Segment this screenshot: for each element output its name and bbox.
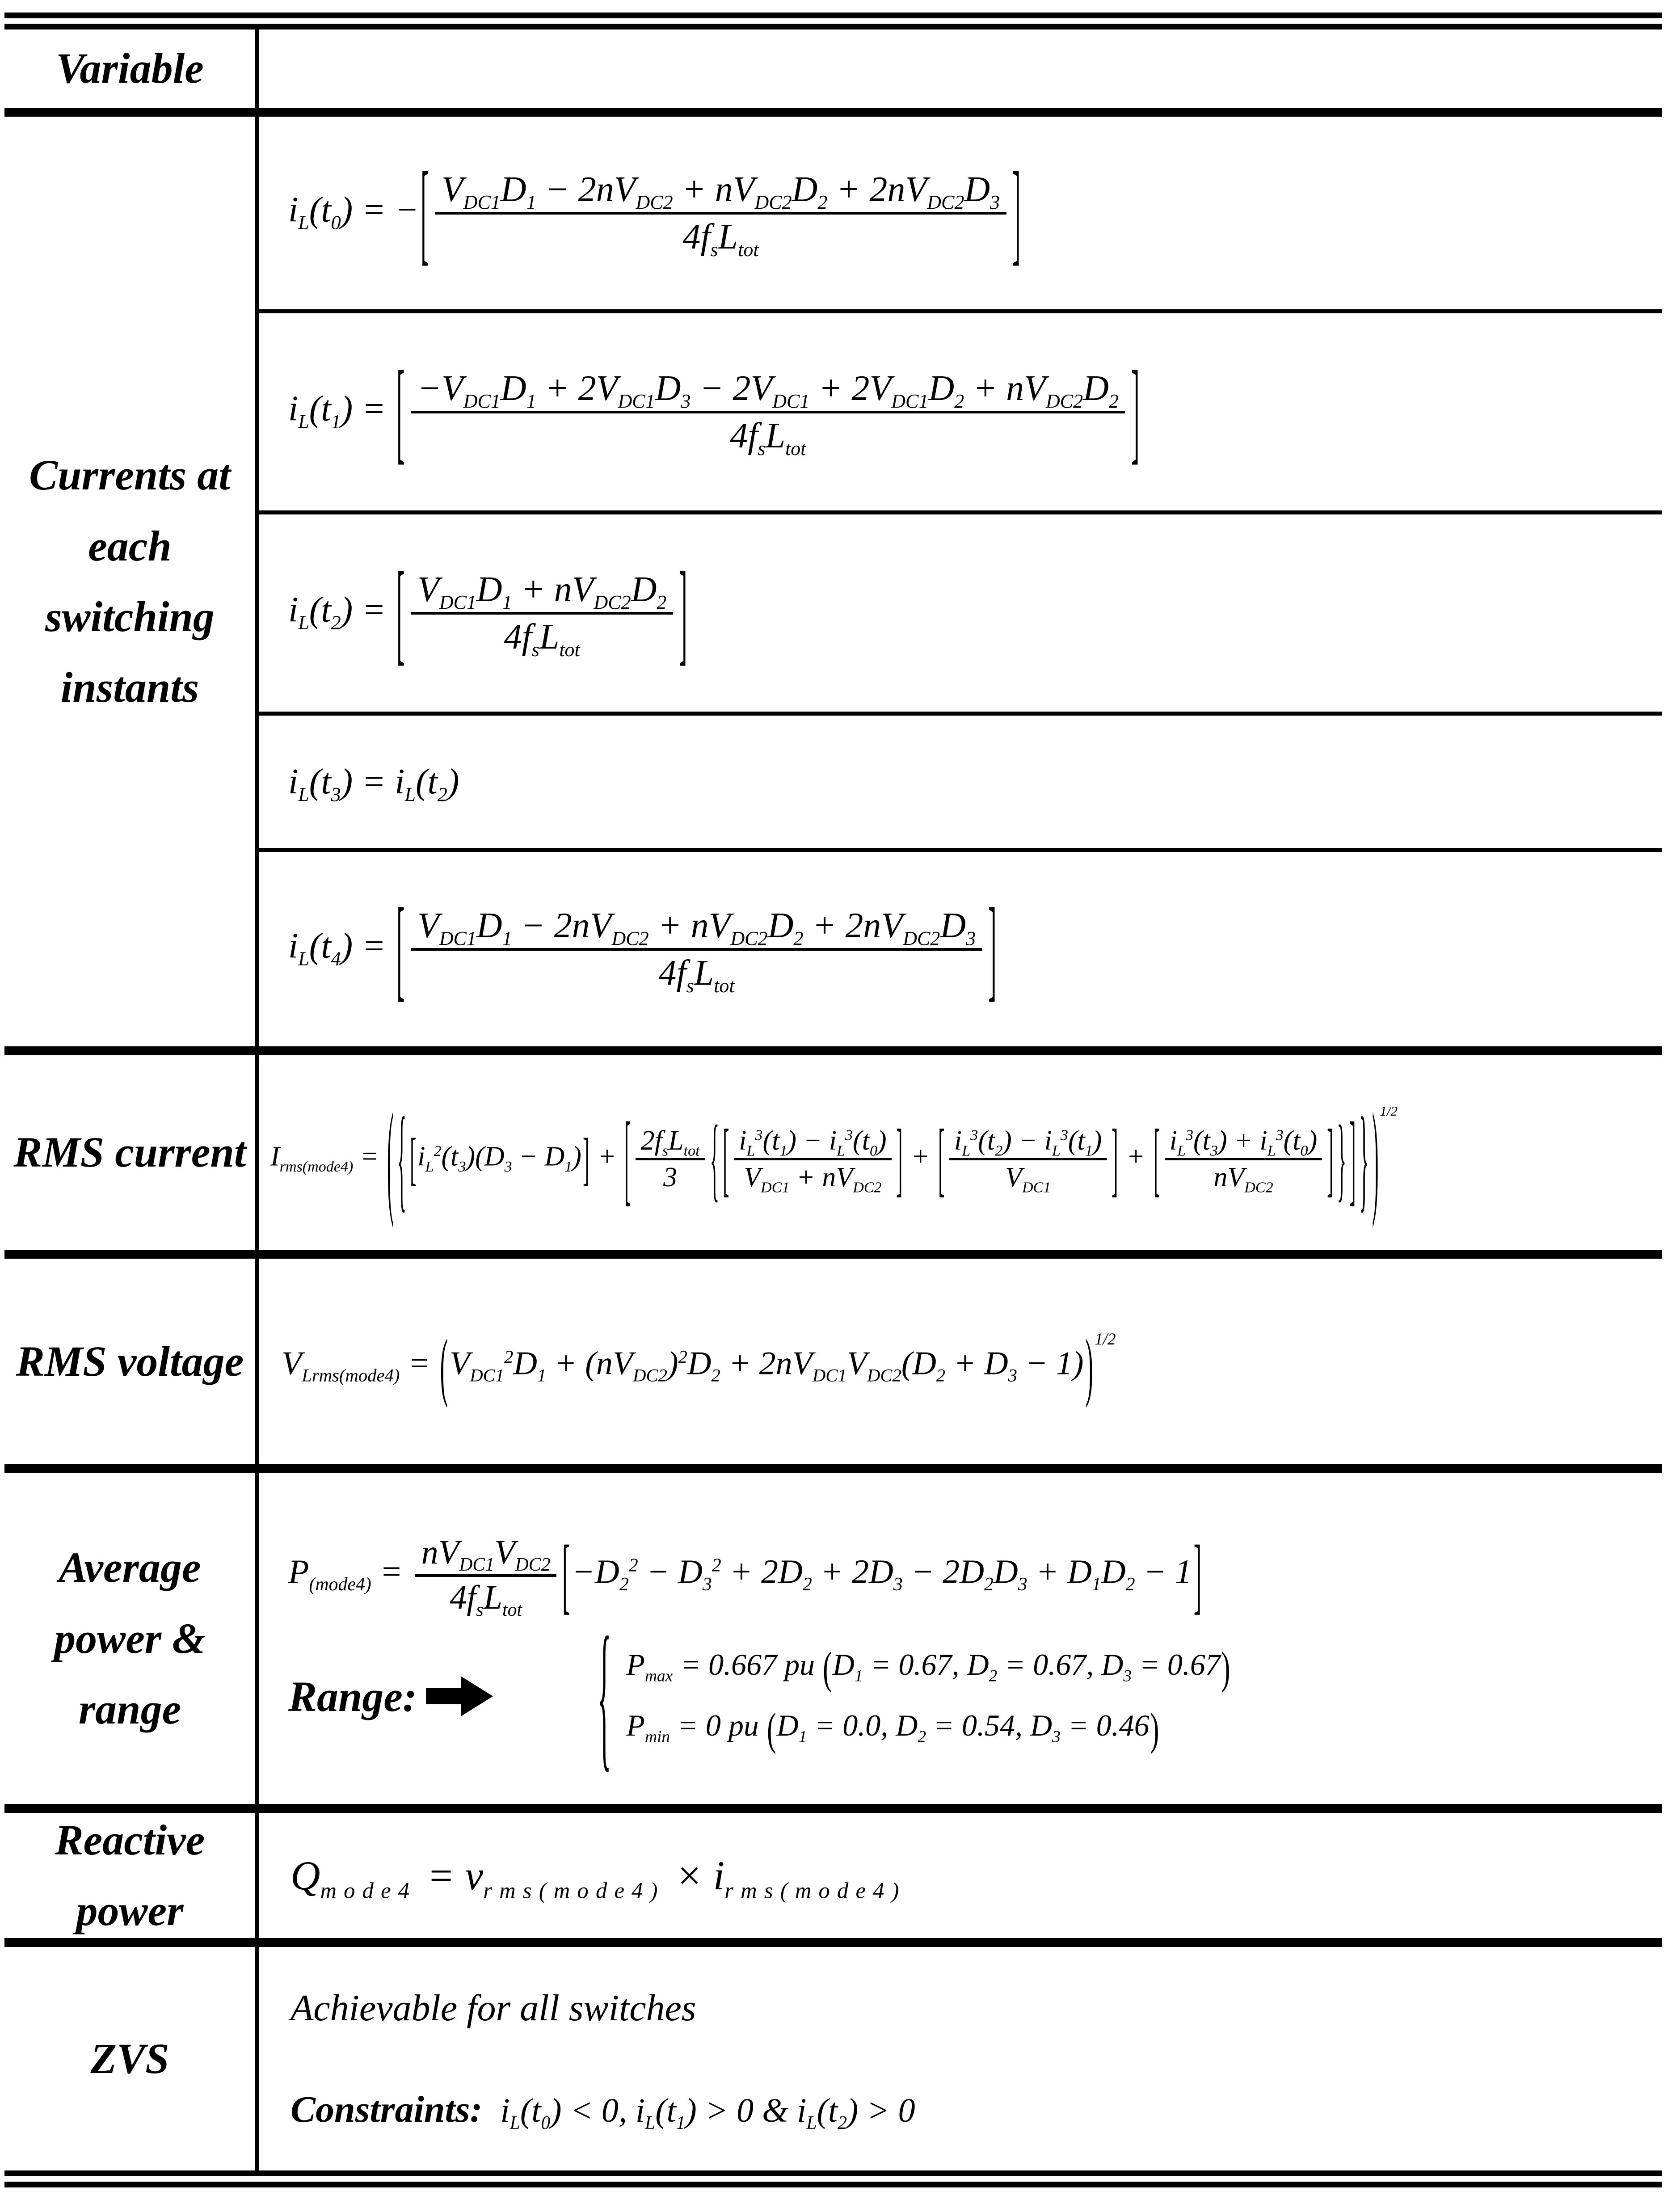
equation-row-il-t1 <box>259 313 1662 514</box>
equation-row-il-t3 <box>259 716 1662 852</box>
range-brace: { <box>597 1606 611 1787</box>
row-label-currents: Currents at each switching instants <box>4 117 259 1046</box>
avg-power-row <box>4 1473 1662 1813</box>
currents-equations-cell <box>259 117 1662 1046</box>
equation-row-il-t2 <box>259 514 1662 716</box>
equation-row-il-t0 <box>259 117 1662 313</box>
equation-rms-voltage: $V_{Lrms(mode4)} = (V_{DC1}^2D_1 + (nV_{DC2})^2D_2 + 2nV_{DC1}V_{DC2}(D_2 + D_3 - 1))^{1/2}$ <box>282 1324 1116 1409</box>
range-items <box>626 1642 1230 1754</box>
header-empty-cell <box>259 29 1662 108</box>
equation-rms-current: $I_{rms(mode4)}$ = ( { $[i_L^2(t_3)(D_3 - D_1)]$ + [ $2f_sL_{tot}$ 3 { [ $i_L^3(t_1) - i_L^3(t_0)$ $V_{DC1} + nV_{DC2}$ ] + [ $i_L^3(t_2) - i_L^3(t_1)$ $V_{DC1}$ ] + [ $i_L^3(t_3) + i_L^3(t_0)$ $nV_{DC2}$ ] } ] } )$^{1/2}$ <box>270 1089 1398 1230</box>
reactive-power-cell <box>259 1813 1662 1938</box>
reactive-power-row <box>4 1813 1662 1947</box>
equation-il-t3: $i_L(t_3) = i_L(t_2)$ <box>288 762 459 805</box>
equation-il-t1: $i_L(t_1)$ = [ $-V_{DC1}D_1 + 2V_{DC1}D_3 - 2V_{DC1} + 2V_{DC1}D_2 + nV_{DC2}D_2$ $4f_sL_{tot}$ ] <box>288 349 1140 475</box>
equation-p-min: $P_{min} = 0$ pu ($D_1 = 0.0$, $D_2 = 0.54$, $D_3 = 0.46$) <box>626 1703 1159 1754</box>
zvs-constraints-label: Constraints: <box>291 2089 483 2130</box>
header-variable-label: Variable <box>4 29 259 108</box>
row-label-rms-current: RMS current <box>4 1055 259 1250</box>
zvs-constraints-line <box>291 2088 1662 2134</box>
equation-p-max: $P_{max} = 0.667$ pu ($D_1 = 0.67$, $D_2 = 0.67$, $D_3 = 0.67$) <box>626 1642 1230 1694</box>
rms-voltage-row <box>4 1259 1662 1473</box>
row-label-reactive-power: Reactive power <box>4 1813 259 1938</box>
equation-il-t4: $i_L(t_4)$ = [ $V_{DC1}D_1 - 2nV_{DC2} + nV_{DC2}D_2 + 2nV_{DC2}D_3$ $4f_sL_{tot}$ ] <box>288 886 997 1012</box>
equation-reactive-power: $Q_{mode4} = v_{rms(mode4)} \times i_{rms(mode4)}$ <box>291 1852 906 1903</box>
range-label: Range: <box>288 1672 417 1720</box>
equation-il-t0: $i_L(t_0)$ = −[ $V_{DC1}D_1 - 2nV_{DC2} + nV_{DC2}D_2 + 2nV_{DC2}D_3$ $4f_sL_{tot}$ ] <box>288 150 1021 276</box>
rms-current-cell <box>259 1055 1662 1250</box>
range-line <box>288 1606 1662 1787</box>
avg-power-cell <box>259 1473 1662 1804</box>
mode4-equations-table <box>4 13 1662 2187</box>
equation-avg-power: $P_{(mode4)}$ = $nV_{DC1}V_{DC2}$ $4f_sL_{tot}$ $[-D_2^2 - D_3^2 + 2D_2 + 2D_3 - 2D_2D_3 + D_1D_2 - 1]$ <box>288 1528 1202 1622</box>
zvs-cell <box>259 1947 1662 2170</box>
row-label-rms-voltage: RMS voltage <box>4 1259 259 1464</box>
rms-voltage-cell <box>259 1259 1662 1464</box>
equation-il-t2: $i_L(t_2)$ = [ $V_{DC1}D_1 + nV_{DC2}D_2$ $4f_sL_{tot}$ ] <box>288 550 688 676</box>
row-label-avg-power: Average power & range <box>4 1473 259 1804</box>
right-block-arrow-icon <box>426 1674 493 1719</box>
equation-row-il-t4 <box>259 852 1662 1046</box>
rms-current-row <box>4 1055 1662 1259</box>
equation-zvs-constraints: $i_L(t_0) < 0$, $i_L(t_1) > 0$ & $i_L(t_2) > 0$ <box>500 2092 915 2134</box>
currents-row <box>4 117 1662 1055</box>
zvs-achievable-text: Achievable for all switches <box>291 1987 696 2029</box>
zvs-row <box>4 1947 1662 2170</box>
row-label-zvs: ZVS <box>4 1947 259 2170</box>
header-row <box>4 29 1662 117</box>
